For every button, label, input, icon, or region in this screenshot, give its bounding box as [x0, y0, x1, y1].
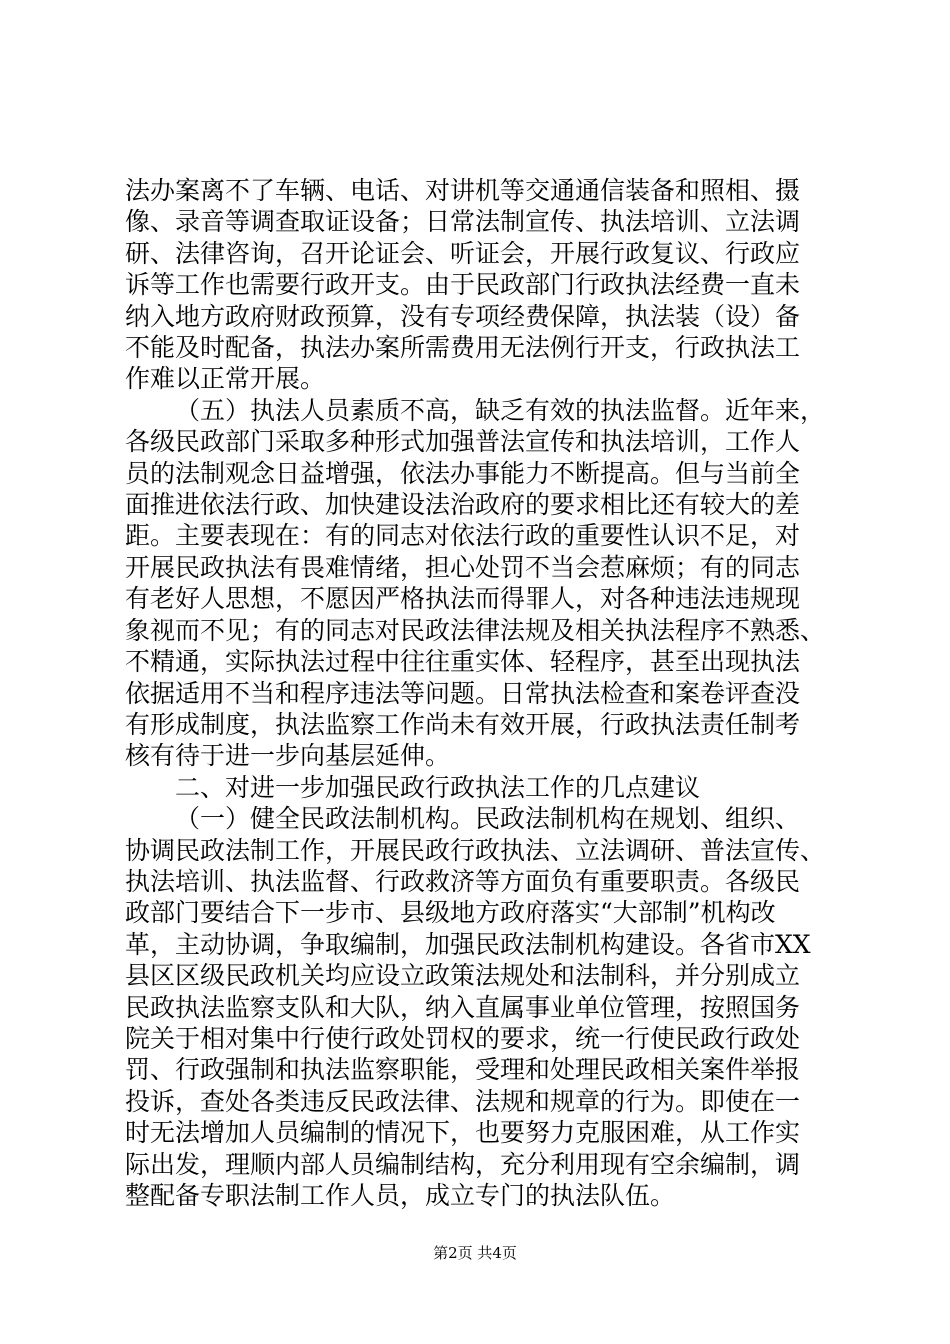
- text-line: 革，主动协调，争取编制，加强民政法制机构建设。各省市XX: [125, 929, 811, 959]
- text-line: 距。主要表现在：有的同志对依法行政的重要性认识不足，对: [125, 521, 801, 551]
- text-line: 依据适用不当和程序违法等问题。日常执法检查和案卷评查没: [125, 678, 801, 708]
- text-line: 协调民政法制工作，开展民政行政执法、立法调研、普法宣传、: [125, 835, 826, 865]
- text-line: 整配备专职法制工作人员，成立专门的执法队伍。: [125, 1181, 676, 1210]
- text-line: 有老好人思想，不愿因严格执法而得罪人，对各种违法违规现: [125, 584, 801, 614]
- text-line: 研、法律咨询，召开论证会、听证会，开展行政复议、行政应: [125, 238, 801, 268]
- text-line: 核有待于进一步向基层延伸。: [125, 741, 451, 771]
- text-line: 投诉，查处各类违反民政法律、法规和规章的行为。即使在一: [125, 1086, 801, 1116]
- paragraph-3: [125, 803, 831, 1211]
- text-line: 开展民政执法有畏难情绪，担心处罚不当会惹麻烦；有的同志: [125, 552, 801, 582]
- text-line: 民政执法监察支队和大队，纳入直属事业单位管理，按照国务: [125, 992, 801, 1022]
- text-line: 各级民政部门采取多种形式加强普法宣传和执法培训，工作人: [125, 427, 801, 457]
- text-line: （一）健全民政法制机构。民政法制机构在规划、组织、: [175, 804, 801, 834]
- text-line: 法办案离不了车辆、电话、对讲机等交通通信装备和照相、摄: [125, 176, 801, 205]
- text-line: 作难以正常开展。: [125, 364, 326, 394]
- text-line: 不精通，实际执法过程中往往重实体、轻程序，甚至出现执法: [125, 647, 801, 677]
- text-line: 象视而不见；有的同志对民政法律法规及相关执法程序不熟悉、: [125, 615, 826, 645]
- text-line: （五）执法人员素质不高，缺乏有效的执法监督。近年来，: [175, 395, 826, 425]
- text-line: 罚、行政强制和执法监察职能，受理和处理民政相关案件举报: [125, 1055, 801, 1085]
- section-heading: [125, 772, 831, 803]
- text-line: 执法培训、执法监督、行政救济等方面负有重要职责。各级民: [125, 866, 801, 896]
- text-line: 二、对进一步加强民政行政执法工作的几点建议: [175, 772, 701, 802]
- text-line: 纳入地方政府财政预算，没有专项经费保障，执法装（设）备: [125, 301, 801, 331]
- text-line: 际出发，理顺内部人员编制结构，充分利用现有空余编制，调: [125, 1149, 801, 1179]
- paragraph-2: [125, 395, 831, 772]
- document-body: [125, 175, 831, 1211]
- text-line: 员的法制观念日益增强，依法办事能力不断提高。但与当前全: [125, 458, 801, 488]
- text-line: 政部门要结合下一步市、县级地方政府落实“大部制”机构改: [125, 898, 776, 928]
- text-line: 有形成制度，执法监察工作尚未有效开展，行政执法责任制考: [125, 709, 801, 739]
- paragraph-1: [125, 175, 831, 395]
- text-line: 诉等工作也需要行政开支。由于民政部门行政执法经费一直未: [125, 270, 801, 300]
- text-line: 县区区级民政机关均应设立政策法规处和法制科，并分别成立: [125, 961, 801, 991]
- page-footer: 第2页 共4页: [433, 1244, 517, 1262]
- text-line: 面推进依法行政、加快建设法治政府的要求相比还有较大的差: [125, 490, 801, 520]
- text-line: 像、录音等调查取证设备；日常法制宣传、执法培训、立法调: [125, 207, 801, 237]
- text-line: 时无法增加人员编制的情况下，也要努力克服困难，从工作实: [125, 1118, 801, 1148]
- text-line: 不能及时配备，执法办案所需费用无法例行开支，行政执法工: [125, 333, 801, 363]
- text-line: 院关于相对集中行使行政处罚权的要求，统一行使民政行政处: [125, 1023, 801, 1053]
